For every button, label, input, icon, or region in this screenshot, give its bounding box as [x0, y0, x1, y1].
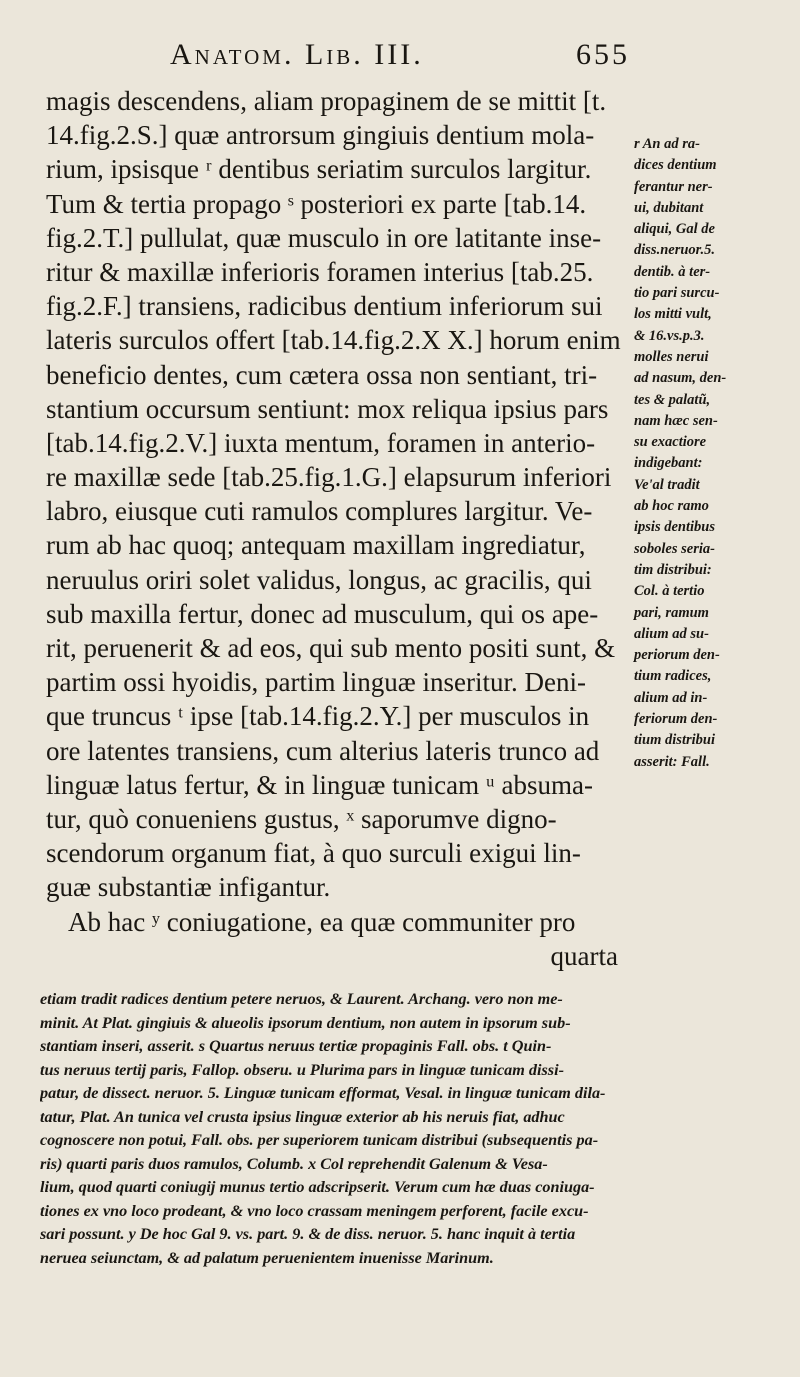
text-line: sub maxilla fertur, donec ad musculum, qui os ape-	[46, 598, 599, 629]
text-line: guæ substantiæ infigantur.	[46, 872, 331, 903]
footnotes-block	[40, 988, 792, 1270]
text-line: stantium occursum sentiunt: mox reliqua ipsius pars	[46, 393, 609, 424]
text-line: rit, peruenerit & ad eos, qui sub mento positi sunt, &	[46, 633, 616, 663]
footnote-line: stantiam inseri, asserit. s Quartus neruus tertiæ propaginis Fall. obs. t Quin-	[40, 1037, 552, 1055]
margin-note-line: nam hæc sen-	[634, 412, 718, 429]
text-line: rum ab hac quoq; antequam maxillam ingrediatur,	[46, 530, 586, 561]
text-line: linguæ latus fertur, & in linguæ tunicam ᵘ absuma-	[46, 769, 593, 800]
page-number: 655	[576, 38, 630, 71]
text-line: Tum & tertia propago ˢ posteriori ex parte [tab.14.	[46, 188, 587, 219]
margin-note-line: dentib. à ter-	[634, 263, 711, 280]
footnote-line: cognoscere non potui, Fall. obs. per superiorem tunicam distribui (subsequentis pa-	[40, 1131, 599, 1149]
footnote-line: tiones ex vno loco prodeant, & vno loco crassam meningem perforent, facile excu-	[40, 1201, 589, 1220]
footnote-line: sari possunt. y De hoc Gal 9. vs. part. 9. & de diss. neruor. 5. hanc inquit à tertia	[40, 1225, 576, 1243]
margin-note-line: molles nerui	[634, 348, 709, 365]
margin-note-line: Ve'al tradit	[634, 476, 700, 493]
footnote-line: patur, de dissect. neruor. 5. Linguæ tunicam efformat, Vesal. in linguæ tunicam dila-	[40, 1084, 606, 1102]
text-line: tur, quò conueniens gustus, ˣ saporumve digno-	[46, 803, 557, 834]
margin-note-line: aliqui, Gal de	[634, 221, 715, 238]
text-line: ritur & maxillæ inferioris foramen interius [tab.25.	[46, 256, 594, 287]
running-title: Anatom. Lib. III.	[170, 38, 424, 71]
margin-note-line: ipsis dentibus	[634, 519, 715, 536]
margin-note-line: ui, dubitant	[634, 199, 704, 216]
text-line: partim ossi hyoidis, partim linguæ inseritur. Deni-	[46, 667, 586, 698]
text-line: scendorum organum fiat, à quo surculi exigui lin-	[46, 838, 581, 869]
page-header	[170, 38, 630, 78]
marginal-notes	[634, 134, 798, 773]
catchword: quarta	[550, 940, 618, 971]
text-line: re maxillæ sede [tab.25.fig.1.G.] elapsurum inferiori	[46, 462, 612, 493]
margin-note-line: tes & palatũ,	[634, 391, 711, 408]
margin-note-line: ab hoc ramo	[634, 498, 709, 515]
margin-note-line: & 16.vs.p.3.	[634, 327, 705, 344]
margin-note-line: periorum den-	[634, 647, 720, 664]
margin-note-line: alium ad su-	[634, 625, 709, 642]
margin-note-line: ad nasum, den-	[634, 370, 727, 387]
text-line: lateris surculos offert [tab.14.fig.2.X X.] horum enim	[46, 325, 621, 356]
text-line: que truncus ᵗ ipse [tab.14.fig.2.Y.] per musculos in	[46, 701, 590, 732]
margin-note-line: r An ad ra-	[634, 136, 700, 152]
margin-note-line: tium distribui	[634, 732, 715, 749]
margin-note-line: tio pari surcu-	[634, 285, 720, 302]
margin-note-line: dices dentium	[634, 157, 717, 174]
margin-note-line: diss.neruor.5.	[634, 242, 715, 259]
margin-note-line: su exactiore	[634, 434, 707, 451]
margin-note-line: los mitti vult,	[634, 306, 712, 323]
margin-note-line: ferantur ner-	[634, 178, 713, 195]
footnote-line: etiam tradit radices dentium petere neruos, & Laurent. Archang. vero non me-	[40, 990, 563, 1008]
margin-note-line: feriorum den-	[634, 711, 718, 728]
footnote-line: minit. At Plat. gingiuis & alueolis ipsorum dentium, non autem in ipsorum sub-	[40, 1013, 571, 1032]
margin-note-line: asserit: Fall.	[634, 753, 710, 770]
footnote-line: ris) quarti paris duos ramulos, Columb. x Col reprehendit Galenum & Vesa-	[40, 1154, 548, 1173]
text-line: ore latentes transiens, cum alterius lateris trunco ad	[46, 735, 600, 766]
margin-note-line: pari, ramum	[634, 604, 709, 621]
text-line: magis descendens, aliam propaginem de se mittit [t.	[46, 86, 607, 116]
main-text-block	[46, 84, 628, 973]
text-line: [tab.14.fig.2.V.] iuxta mentum, foramen in anterio-	[46, 427, 596, 458]
text-line: neruulus oriri solet validus, longus, ac gracilis, qui	[46, 564, 592, 595]
text-line: 14.fig.2.S.] quæ antrorsum gingiuis dentium mola-	[46, 120, 595, 151]
text-line: fig.2.T.] pullulat, quæ musculo in ore latitante inse-	[46, 222, 602, 253]
paragraph-start-line: Ab hac ʸ coniugatione, ea quæ communiter pro	[68, 906, 576, 937]
text-line: fig.2.F.] transiens, radicibus dentium inferiorum sui	[46, 291, 603, 322]
margin-note-line: tium radices,	[634, 668, 712, 685]
footnote-line: lium, quod quarti coniugij munus tertio adscripserit. Verum cum hæ duas coniuga-	[40, 1178, 595, 1196]
margin-note-line: alium ad in-	[634, 689, 708, 706]
margin-note-line: Col. à tertio	[634, 583, 705, 600]
margin-note-line: indigebant:	[634, 455, 703, 472]
footnote-line: neruea seiunctam, & ad palatum peruenientem inuenisse Marinum.	[40, 1248, 494, 1267]
text-line: labro, eiusque cuti ramulos complures largitur. Ve-	[46, 496, 593, 527]
text-line: rium, ipsisque ʳ dentibus seriatim surculos largitur.	[46, 154, 592, 185]
text-line: beneficio dentes, cum cætera ossa non sentiant, tri-	[46, 359, 598, 390]
margin-note-line: tim distribui:	[634, 561, 712, 578]
margin-note-line: soboles seria-	[634, 540, 715, 557]
footnote-line: tatur, Plat. An tunica vel crusta ipsius linguæ exterior ab his neruis fiat, adhuc	[40, 1107, 565, 1126]
footnote-line: tus neruus tertij paris, Fallop. obseru. u Plurima pars in linguæ tunicam dissi-	[40, 1060, 564, 1079]
